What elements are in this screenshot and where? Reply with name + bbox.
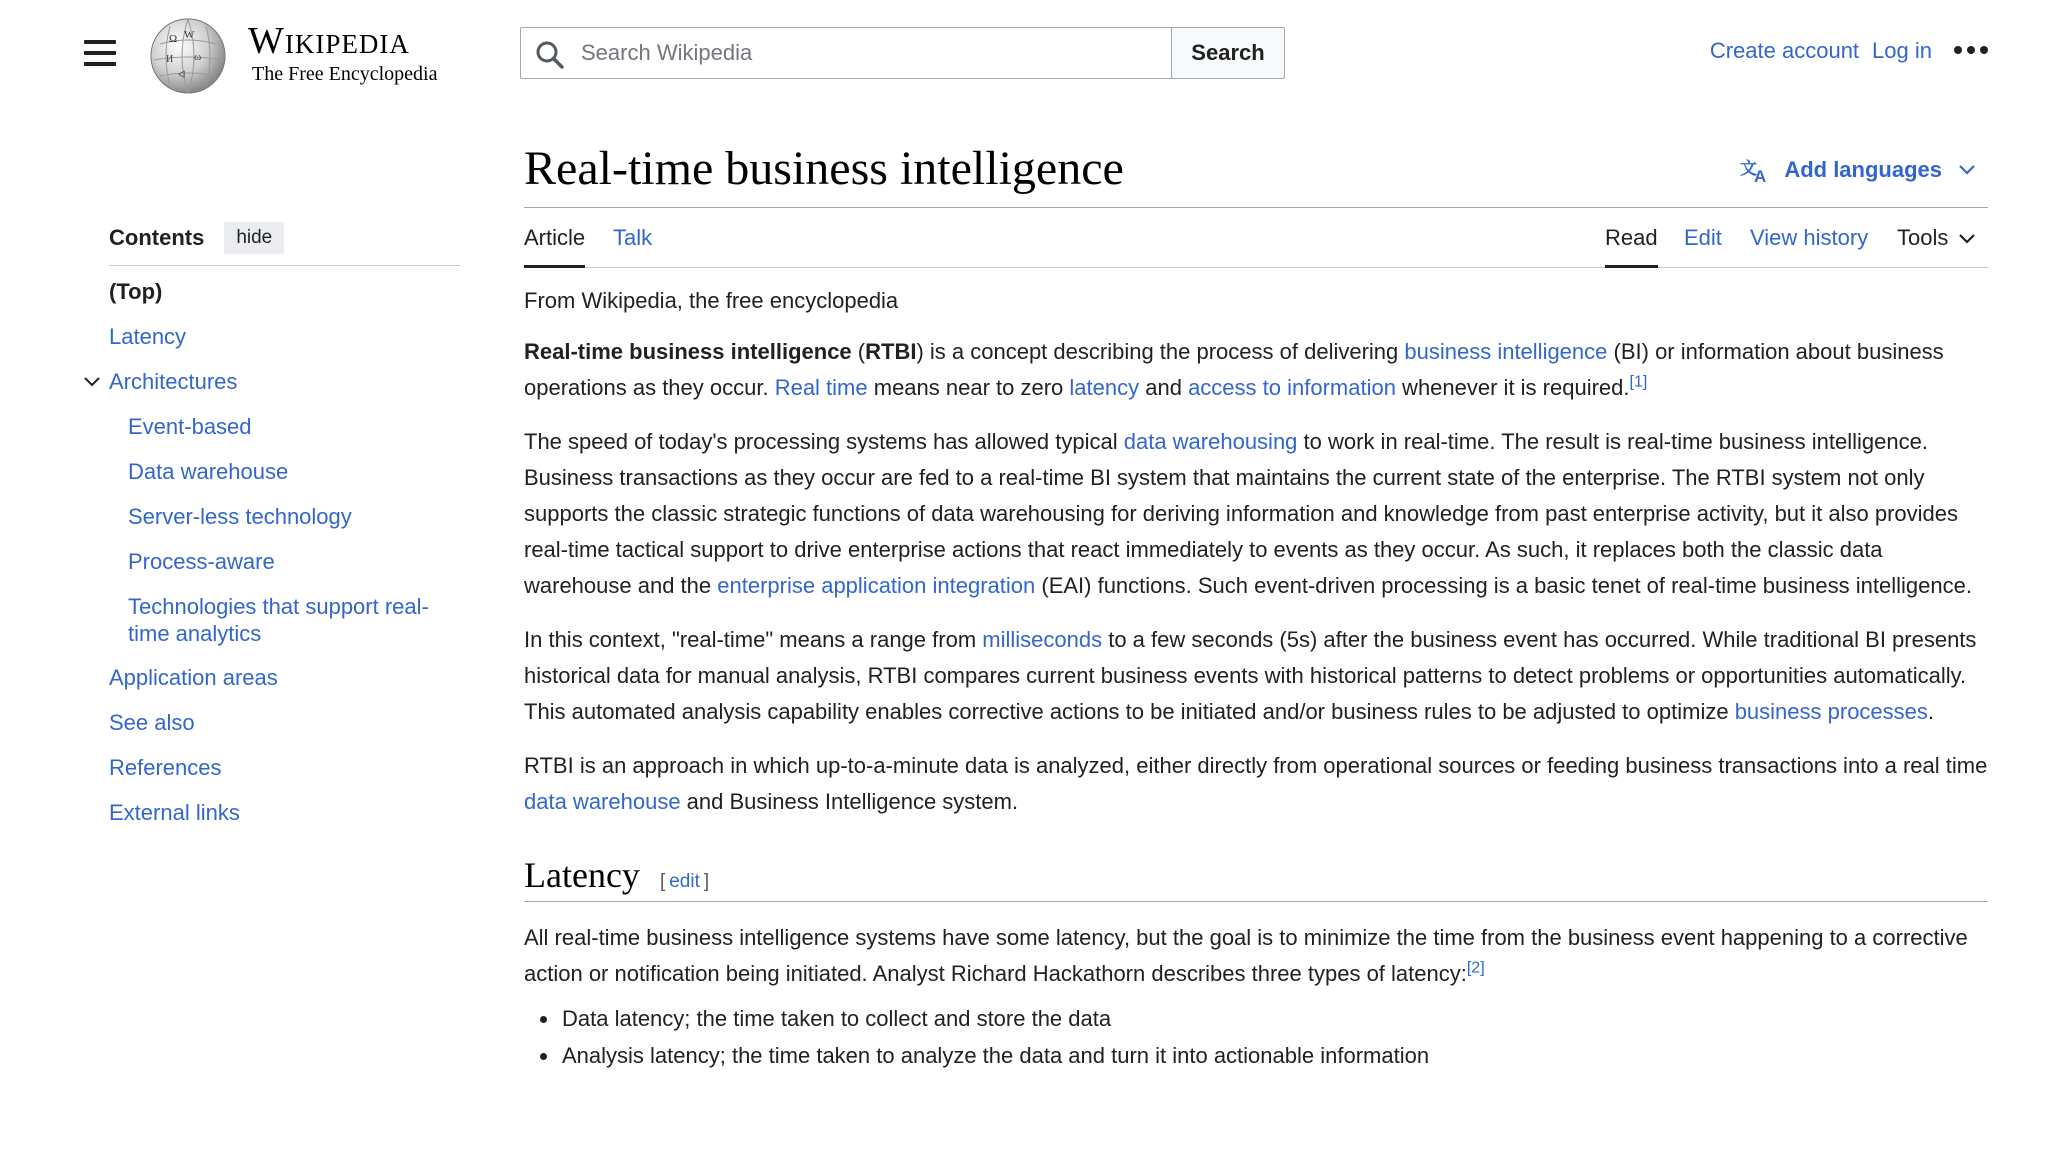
chevron-down-icon: [1958, 233, 1976, 245]
bold-term: Real-time business intelligence: [524, 339, 852, 364]
svg-text:ω: ω: [194, 51, 202, 63]
wikipedia-logo[interactable]: [148, 16, 448, 92]
chevron-down-icon: [1958, 164, 1976, 176]
more-options-icon[interactable]: [1954, 46, 1988, 56]
site-subtitle: From Wikipedia, the free encyclopedia: [524, 288, 899, 313]
text: (EAI) functions. Such event-driven processing is a basic tenet of real-time business intelligence.: [1035, 573, 1972, 598]
paragraph: [524, 920, 1988, 992]
text: RTBI is an approach in which up-to-a-minute data is analyzed, either directly from operational sources or feeding business transactions into a real time: [524, 753, 1988, 778]
link-latency[interactable]: latency: [1069, 375, 1140, 400]
toc-item-references[interactable]: References: [109, 755, 222, 780]
tab-tools-label: Tools: [1897, 225, 1949, 250]
bracket: [: [659, 871, 666, 892]
link-access-to-information[interactable]: access to information: [1188, 375, 1396, 400]
text: (BI) or information about business operations as they occur.: [524, 339, 1944, 400]
text: All real-time business intelligence systems have some latency, but the goal is to minimize the time from the business event happening to a corrective action or notification being initiated. Analyst Richard Hackathorn describes three types of latency:: [524, 925, 1968, 986]
main-content: [524, 130, 1988, 1074]
toc-item-application-areas[interactable]: Application areas: [109, 665, 278, 690]
logo-title: Wikipedia: [248, 20, 410, 62]
text: ) is a concept describing the process of delivering: [916, 339, 1405, 364]
toc-item-external-links[interactable]: External links: [109, 800, 240, 825]
page-title: Real-time business intelligence: [524, 142, 1124, 195]
paragraph: [524, 334, 1988, 406]
toc-item-event-based[interactable]: Event-based: [128, 414, 252, 439]
add-languages-button[interactable]: [1740, 156, 1988, 184]
link-milliseconds[interactable]: milliseconds: [982, 627, 1103, 652]
svg-text:W: W: [184, 29, 195, 41]
svg-text:ᐊ: ᐊ: [178, 70, 186, 81]
latency-list: [524, 1000, 1988, 1074]
text: .: [1927, 699, 1935, 724]
chevron-down-icon[interactable]: [82, 372, 102, 392]
link-real-time[interactable]: Real time: [774, 375, 868, 400]
add-languages-label: Add languages: [1784, 157, 1942, 182]
text: to work in real-time. The result is real-time business intelligence. Business transactions as they occur are fed to a real-time BI system that maintains the current state of the enterprise. The RTBI system not only supports the classic strategic functions of data warehousing for deriving information and knowledge from past enterprise activity, but it also provides real-time tactical support to drive enterprise actions that react immediately to events as they occur. As such, it replaces both the classic data warehouse and the: [524, 429, 1958, 598]
search-button[interactable]: Search: [1171, 27, 1285, 79]
reference-2[interactable]: [2]: [1466, 959, 1485, 977]
link-business-processes[interactable]: business processes: [1734, 699, 1928, 724]
link-data-warehousing[interactable]: data warehousing: [1123, 429, 1298, 454]
text: and: [1139, 375, 1189, 400]
section-heading-row: [524, 848, 1988, 902]
bold-term: RTBI: [865, 339, 917, 364]
list-item: • Analysis latency; the time taken to analyze the data and turn it into actionable information: [560, 1037, 1988, 1074]
page-tabs: [524, 208, 1988, 268]
table-of-contents: [82, 218, 460, 844]
search-form: [520, 27, 1285, 79]
svg-text:文: 文: [1740, 159, 1758, 178]
bracket: ]: [703, 871, 710, 892]
tab-talk[interactable]: Talk: [613, 225, 653, 250]
text: whenever it is required.: [1395, 375, 1630, 400]
site-header: [0, 0, 2048, 105]
paragraph: [524, 748, 1988, 820]
toc-item-process-aware[interactable]: Process-aware: [128, 549, 275, 574]
svg-text:A: A: [1754, 167, 1767, 184]
tab-read[interactable]: Read: [1605, 208, 1658, 268]
toc-item-technologies[interactable]: Technologies that support real-time analytics: [128, 594, 429, 646]
text: and Business Intelligence system.: [680, 789, 1019, 814]
search-box[interactable]: [520, 27, 1172, 79]
text: (: [851, 339, 866, 364]
toc-list: [82, 278, 460, 827]
link-business-intelligence[interactable]: business intelligence: [1404, 339, 1608, 364]
section-heading-latency: Latency: [524, 855, 640, 895]
create-account-link[interactable]: Create account: [1709, 38, 1860, 63]
section-edit: [660, 864, 709, 900]
toc-item-architectures: [82, 368, 460, 396]
edit-section-link[interactable]: edit: [669, 871, 700, 892]
hamburger-menu-icon[interactable]: [84, 40, 116, 66]
reference-1[interactable]: [1]: [1629, 373, 1648, 391]
toc-item-see-also[interactable]: See also: [109, 710, 195, 735]
tab-article[interactable]: Article: [524, 208, 585, 268]
toc-item-server-less[interactable]: Server-less technology: [128, 504, 352, 529]
text: In this context, "real-time" means a range from: [524, 627, 983, 652]
search-input[interactable]: [579, 34, 1159, 72]
toc-item-top[interactable]: (Top): [109, 279, 163, 304]
list-item: • Data latency; the time taken to collect and store the data: [560, 1000, 1988, 1037]
toc-hide-button[interactable]: hide: [224, 222, 284, 254]
toc-item-latency[interactable]: Latency: [109, 324, 187, 349]
paragraph: [524, 424, 1988, 604]
search-icon: [535, 40, 565, 70]
svg-text:И: И: [166, 54, 174, 65]
text: to a few seconds (5s) after the business event has occurred. While traditional BI presents historical data for manual analysis, RTBI compares current business events with historical patterns to detect problems or opportunities automatically. This automated analysis capability enables corrective actions to be initiated and/or business rules to be adjusted to optimize: [524, 627, 1977, 724]
link-data-warehouse[interactable]: data warehouse: [524, 789, 681, 814]
paragraph: [524, 622, 1988, 730]
article-body: [524, 334, 1988, 1074]
user-links: [1697, 38, 1988, 64]
text: means near to zero: [867, 375, 1070, 400]
tab-edit[interactable]: Edit: [1684, 225, 1722, 250]
language-icon: [1740, 156, 1772, 184]
toc-title: Contents: [109, 224, 205, 250]
log-in-link[interactable]: Log in: [1872, 38, 1932, 63]
text: The speed of today's processing systems has allowed typical: [524, 429, 1124, 454]
svg-text:Ω: Ω: [169, 33, 178, 45]
toc-item-architectures-label[interactable]: Architectures: [109, 369, 238, 394]
tab-tools[interactable]: [1897, 208, 1976, 268]
tab-view-history[interactable]: View history: [1750, 225, 1869, 250]
wikipedia-globe-logo: [148, 16, 228, 96]
title-row: [524, 130, 1988, 208]
toc-item-data-warehouse[interactable]: Data warehouse: [128, 459, 289, 484]
toc-header: [109, 218, 460, 266]
wordmark: [248, 20, 437, 86]
link-enterprise-application-integration[interactable]: enterprise application integration: [717, 573, 1036, 598]
logo-tagline: The Free Encyclopedia: [252, 63, 438, 85]
